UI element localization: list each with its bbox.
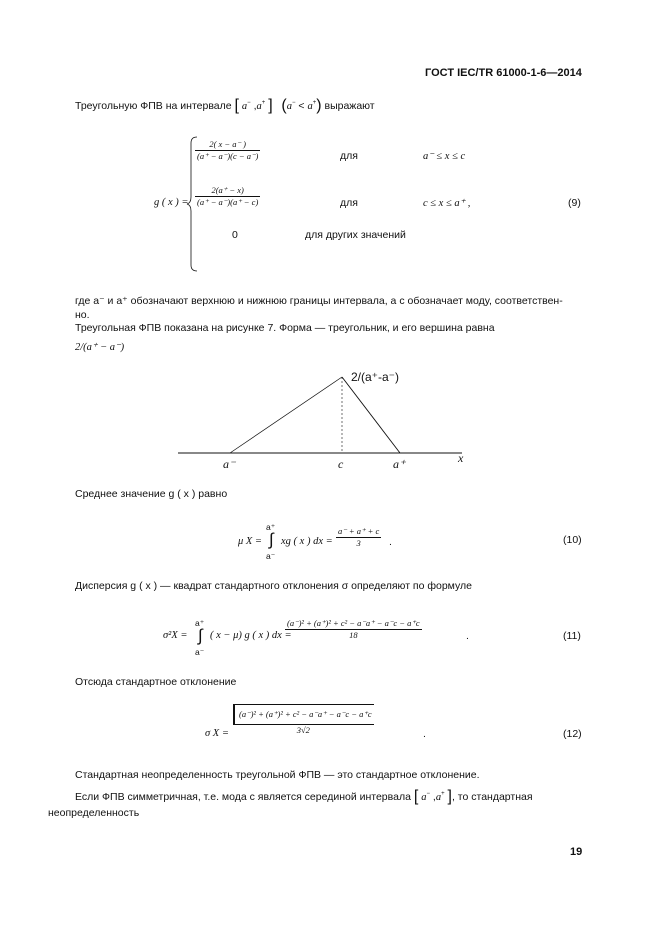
page-number: 19 bbox=[570, 846, 583, 858]
integral-sign-icon: ∫ bbox=[198, 626, 203, 645]
interval-bracket-math: [ a− ,a+ ] (a− < a+) bbox=[234, 97, 322, 114]
triangle-right-edge bbox=[342, 377, 400, 453]
eq11-fraction bbox=[285, 618, 422, 640]
equation-11: σ²X = a⁺ a⁻ ∫ ( x − μ) g ( x ) dx = $\frac{\text{(a⁻)² + (a⁺)² + c² − a⁻a⁺ − a⁻c − a⁺c}}{18}$ . (11) bbox=[163, 618, 581, 657]
a-plus-label: a⁺ bbox=[393, 457, 406, 471]
a-minus-label: a⁻ bbox=[223, 457, 236, 471]
para2-line1: Треугольная ФПВ показана на рисунке 7. Форма — треугольник, и его вершина равна bbox=[75, 322, 495, 334]
eq9-range2: c ≤ x ≤ a⁺ , bbox=[423, 198, 471, 209]
closing-interval-math: [ a− ,a+ ] bbox=[413, 788, 452, 805]
equation-10: a⁺ a⁻ μ X = ∫ xg ( x ) dx = $\frac{a^- + a^+ + c}{3}$ . (10) bbox=[238, 522, 582, 561]
closing-line2b: , то стандартная bbox=[451, 790, 533, 803]
eq12-lhs: σ X = bbox=[205, 728, 229, 739]
para2-line2: 2/(a⁺ − a⁻) bbox=[75, 342, 125, 353]
eq10-den: 3 bbox=[336, 537, 381, 548]
closing-line2 bbox=[75, 788, 533, 806]
eq10-lower-limit: a⁻ bbox=[266, 551, 276, 561]
closing-line2a: Если ФПВ симметричная, т.е. мода c является серединой интервала bbox=[75, 790, 411, 803]
eq9-case2-fraction bbox=[195, 185, 260, 208]
stddev-text: Отсюда стандартное отклонение bbox=[75, 676, 237, 688]
eq9-den2: (a⁺ − a⁻)(a⁺ − c) bbox=[197, 197, 259, 207]
triangle-pdf-figure bbox=[170, 365, 480, 477]
equation-number-10: (10) bbox=[563, 534, 582, 546]
eq9-cond3: для других значений bbox=[305, 229, 406, 241]
eq10-num: a⁻ + a⁺ + c bbox=[338, 526, 380, 536]
x-axis-label: x bbox=[458, 451, 464, 465]
para1-line2: но. bbox=[75, 309, 90, 321]
c-label: c bbox=[338, 457, 344, 471]
eq9-cond2: для bbox=[340, 197, 358, 209]
eq11-num: (a⁻)² + (a⁺)² + c² − a⁻a⁺ − a⁻c − a⁺c bbox=[287, 618, 420, 628]
equation-number-12: (12) bbox=[563, 728, 582, 740]
eq9-lhs: g ( x ) = bbox=[154, 197, 189, 208]
intro-trail: выражают bbox=[324, 99, 375, 112]
mean-text: Среднее значение g ( x ) равно bbox=[75, 488, 228, 500]
eq12-num-radical: (a⁻)² + (a⁺)² + c² − a⁻a⁺ − a⁻c − a⁺c bbox=[233, 704, 374, 724]
intro-line bbox=[75, 97, 375, 115]
eq9-range1: a⁻ ≤ x ≤ c bbox=[423, 151, 466, 162]
eq12-den: 3√2 bbox=[233, 724, 374, 735]
eq9-cond1: для bbox=[340, 150, 358, 162]
eq10-upper-limit: a⁺ bbox=[266, 522, 276, 532]
closing-line1: Стандартная неопределенность треугольной ФПВ — это стандартное отклонение. bbox=[75, 769, 480, 781]
equation-number-11: (11) bbox=[563, 630, 581, 642]
equation-number-9: (9) bbox=[568, 197, 581, 209]
eq9-num2: 2(a⁺ − x) bbox=[211, 185, 244, 195]
eq9-den1: (a⁺ − a⁻)(c − a⁻) bbox=[197, 151, 259, 161]
eq11-den: 18 bbox=[285, 629, 422, 640]
eq12-fraction bbox=[233, 704, 374, 735]
eq11-upper-limit: a⁺ bbox=[195, 618, 205, 628]
eq9-case1-fraction bbox=[195, 139, 260, 162]
eq11-lower-limit: a⁻ bbox=[195, 647, 205, 657]
eq11-lhs: σ²X = bbox=[163, 630, 188, 641]
closing-line3: неопределенность bbox=[48, 807, 140, 819]
document-standard-header: ГОСТ IEC/TR 61000-1-6—2014 bbox=[425, 67, 582, 79]
eq10-fraction bbox=[336, 526, 381, 548]
integral-sign-icon: ∫ bbox=[269, 530, 274, 549]
eq9-zero: 0 bbox=[232, 229, 238, 241]
triangle-left-edge bbox=[230, 377, 342, 453]
intro-lead: Треугольную ФПВ на интервале bbox=[75, 99, 232, 112]
variance-text: Дисперсия g ( x ) — квадрат стандартного отклонения σ определяют по формуле bbox=[75, 580, 473, 592]
equation-12: σ X = $\frac{\text{(a⁻)² + (a⁺)² + c² − a⁻a⁺ − a⁻c − a⁺c}}{3√2}$ . (12) bbox=[205, 700, 588, 750]
peak-label: 2/(a⁺-a⁻) bbox=[351, 370, 400, 384]
eq11-integrand: ( x − μ) g ( x ) dx = bbox=[210, 630, 292, 641]
eq10-lhs: μ X = bbox=[238, 536, 263, 547]
para1-line1: где a⁻ и a⁺ обозначают верхнюю и нижнюю границы интервала, а c обозначает моду, соответствен- bbox=[75, 295, 563, 307]
eq9-num1: 2( x − a⁻ ) bbox=[209, 139, 246, 149]
equation-9 bbox=[150, 135, 585, 275]
eq10-integrand: xg ( x ) dx = bbox=[281, 536, 333, 547]
